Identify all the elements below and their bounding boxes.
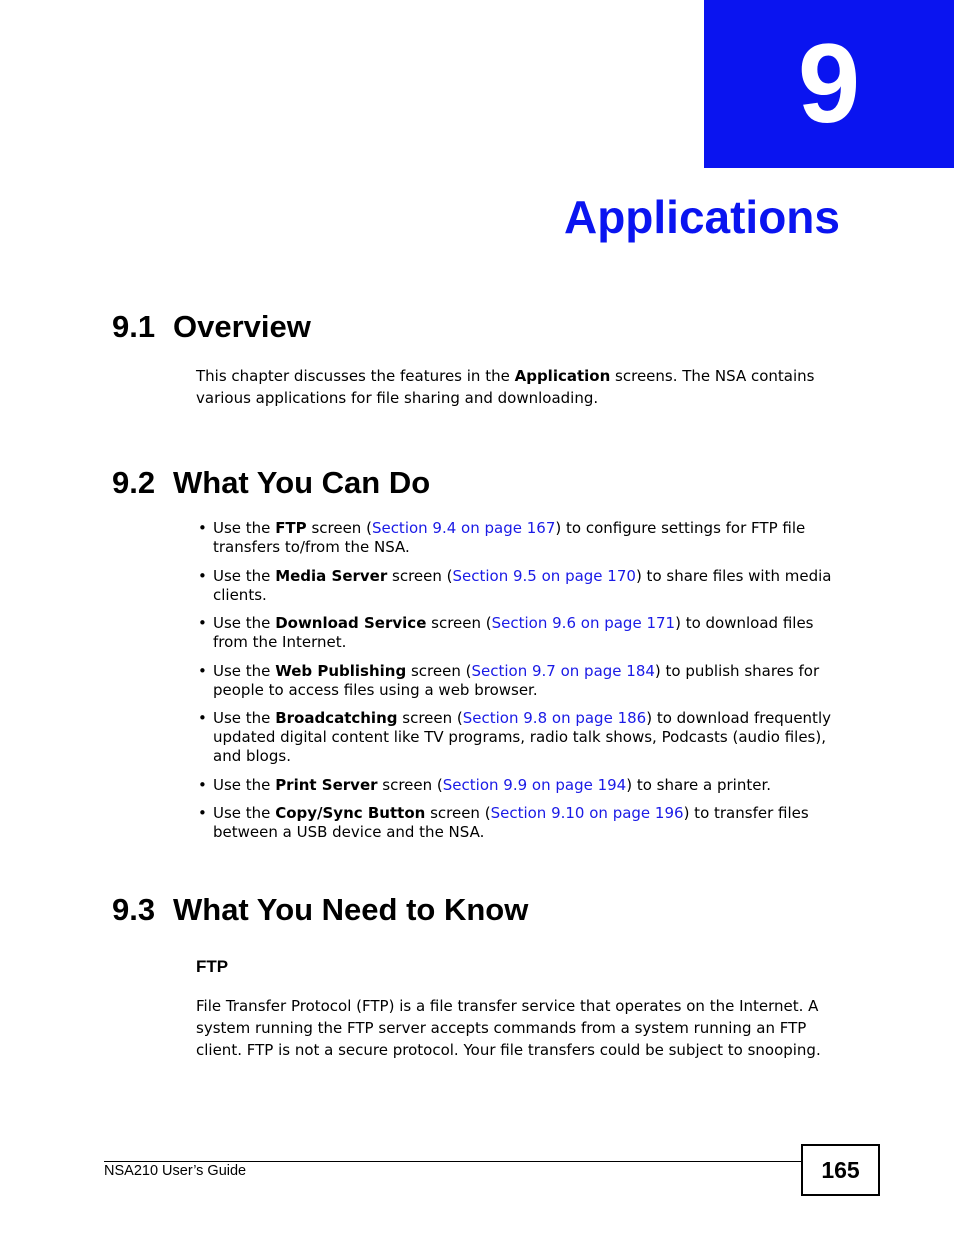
screen-name: Web Publishing bbox=[275, 661, 407, 680]
text: ) to configure settings for FTP file transfers to/from the NSA. bbox=[213, 519, 806, 556]
text: ) to share a printer. bbox=[626, 775, 772, 794]
text: screen ( bbox=[377, 775, 443, 794]
screen-name: Broadcatching bbox=[275, 709, 398, 727]
section-link[interactable]: Section 9.9 on page 194 bbox=[442, 775, 627, 794]
text: Use the bbox=[213, 614, 276, 632]
text: Use the bbox=[213, 566, 276, 585]
text: ) to download frequently updated digital content like TV programs, radio talk shows, Podcasts (audio files), and blogs. bbox=[213, 709, 831, 765]
section-link[interactable]: Section 9.7 on page 184 bbox=[471, 661, 655, 680]
chapter-number-tab: 9 bbox=[704, 0, 954, 168]
list-item bbox=[196, 709, 844, 766]
text: screen ( bbox=[406, 661, 472, 680]
feature-list bbox=[196, 519, 844, 852]
screen-name: Media Server bbox=[275, 566, 388, 585]
list-item bbox=[196, 614, 844, 652]
section-link[interactable]: Section 9.5 on page 170 bbox=[452, 566, 636, 585]
text: ) to download files from the Internet. bbox=[213, 614, 814, 651]
section-number: 9.3 bbox=[112, 892, 156, 927]
text: ) to publish shares for people to access files using a web browser. bbox=[213, 661, 820, 699]
text: screen ( bbox=[426, 614, 492, 632]
text: Use the bbox=[213, 775, 276, 794]
screen-name: Download Service bbox=[275, 614, 427, 632]
list-item bbox=[196, 776, 844, 795]
section-title: Overview bbox=[173, 309, 311, 344]
text: screens. The NSA contains various applications for file sharing and downloading. bbox=[196, 367, 815, 407]
section-title: What You Need to Know bbox=[173, 892, 529, 927]
text: Use the bbox=[213, 661, 276, 680]
text: ) to share files with media clients. bbox=[213, 566, 832, 604]
text: Use the bbox=[213, 519, 276, 537]
section-heading-overview bbox=[112, 308, 311, 345]
ftp-paragraph: File Transfer Protocol (FTP) is a file transfer service that operates on the Internet. A system running the FTP server accepts commands from a system running an FTP client. FTP is not a secure protocol. Your file transfers could be subject to snooping. bbox=[196, 997, 821, 1059]
chapter-title: Applications bbox=[563, 191, 840, 243]
text: screen ( bbox=[397, 709, 463, 727]
screen-name: Print Server bbox=[275, 775, 378, 794]
text: screen ( bbox=[306, 519, 372, 537]
text: ) to transfer files between a USB device and the NSA. bbox=[213, 804, 809, 841]
bold-term: Application bbox=[514, 367, 611, 385]
section-heading-what-you-can-do bbox=[112, 464, 430, 501]
section-heading-what-you-need-to-know bbox=[112, 891, 528, 928]
screen-name: Copy/Sync Button bbox=[275, 804, 426, 822]
text: This chapter discusses the features in the bbox=[196, 367, 515, 385]
text: screen ( bbox=[387, 566, 453, 585]
page-number: 165 bbox=[801, 1144, 880, 1196]
text: screen ( bbox=[425, 804, 491, 822]
section-title: What You Can Do bbox=[173, 465, 431, 500]
list-item bbox=[196, 804, 844, 842]
list-item bbox=[196, 519, 844, 557]
section-link[interactable]: Section 9.8 on page 186 bbox=[462, 709, 647, 727]
list-item bbox=[196, 662, 844, 700]
section-number: 9.2 bbox=[112, 465, 156, 500]
text: Use the bbox=[213, 804, 276, 822]
list-item bbox=[196, 567, 844, 605]
overview-paragraph bbox=[196, 365, 844, 409]
section-number: 9.1 bbox=[112, 309, 156, 344]
text: Use the bbox=[213, 709, 276, 727]
section-link[interactable]: Section 9.6 on page 171 bbox=[491, 614, 676, 632]
footer-guide-title: NSA210 User’s Guide bbox=[104, 1163, 247, 1179]
section-link[interactable]: Section 9.10 on page 196 bbox=[490, 804, 684, 822]
section-link[interactable]: Section 9.4 on page 167 bbox=[371, 519, 556, 537]
subhead-ftp: FTP bbox=[196, 957, 229, 976]
screen-name: FTP bbox=[275, 519, 307, 537]
